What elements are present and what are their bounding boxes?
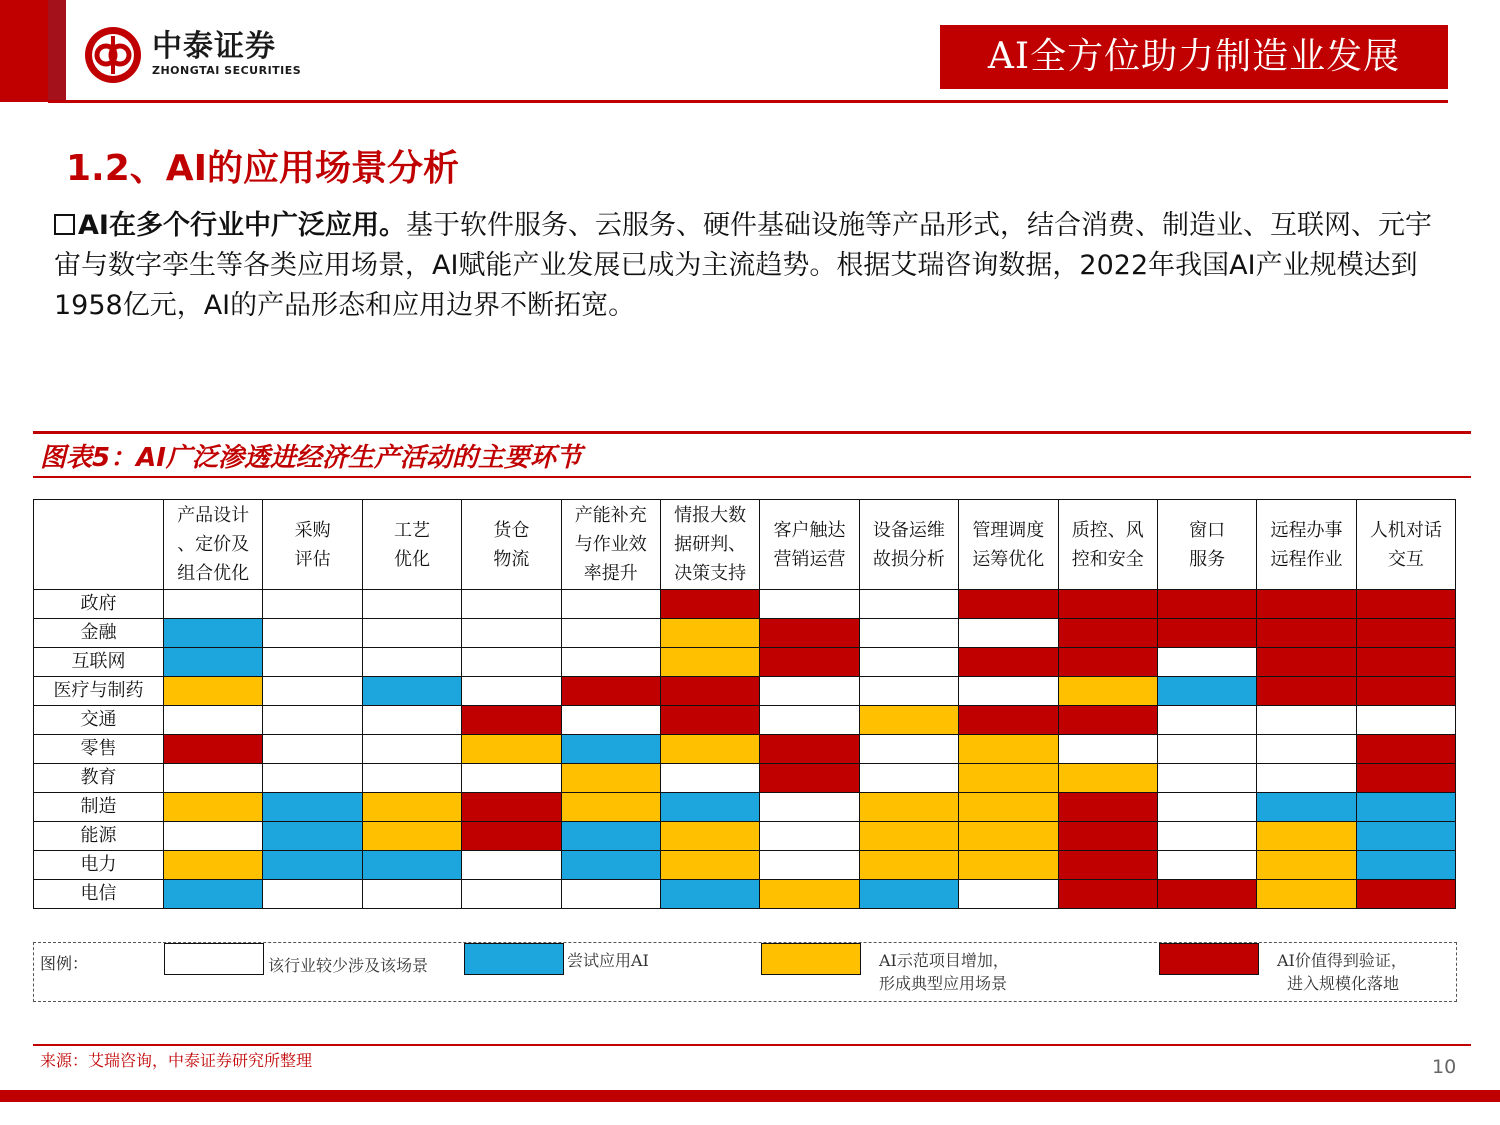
matrix-cell [362,764,461,793]
row-label: 互联网 [34,648,164,677]
matrix-cell [959,677,1058,706]
summary-paragraph [54,206,1444,326]
matrix-cell [859,619,958,648]
column-header-line: 货仓 [493,519,530,541]
row-label: 医疗与制药 [34,677,164,706]
matrix-cell [1257,793,1356,822]
matrix-cell [760,648,859,677]
matrix-cell [362,851,461,880]
matrix-cell [660,764,759,793]
matrix-cell [660,677,759,706]
matrix-cell [760,590,859,619]
matrix-cell [263,735,362,764]
matrix-cell [1356,764,1455,793]
matrix-cell [1058,793,1157,822]
matrix-cell [959,735,1058,764]
matrix-row [34,648,1456,677]
matrix-cell [1157,880,1256,909]
matrix-row [34,880,1456,909]
matrix-cell [959,851,1058,880]
matrix-cell [164,590,263,619]
matrix-cell [462,619,561,648]
row-label: 电力 [34,851,164,880]
matrix-cell [859,677,958,706]
matrix-cell [760,793,859,822]
header-accent-bar-dark [48,0,66,102]
matrix-cell [1257,590,1356,619]
row-label: 金融 [34,619,164,648]
column-header-line: 工艺 [393,519,430,541]
matrix-cell [561,648,660,677]
legend-swatch-rare [164,943,264,975]
footer-rule [33,1044,1471,1046]
matrix-cell [959,648,1058,677]
matrix-cell [263,648,362,677]
matrix-cell [263,706,362,735]
matrix-row [34,764,1456,793]
matrix-cell [1356,822,1455,851]
matrix-cell [561,590,660,619]
matrix-cell [561,764,660,793]
matrix-cell [1157,619,1256,648]
application-matrix [33,499,1456,909]
matrix-cell [1157,851,1256,880]
column-header-line: 评估 [294,548,331,570]
matrix-cell [164,793,263,822]
matrix-cell [760,677,859,706]
matrix-cell [164,880,263,909]
legend-swatch-scaled [1159,943,1259,975]
matrix-cell [1157,706,1256,735]
matrix-cell [561,677,660,706]
matrix-cell [362,880,461,909]
matrix-cell [462,590,561,619]
matrix-cell [859,880,958,909]
matrix-cell [362,822,461,851]
brand-name-en: ZHONGTAI SECURITIES [152,64,302,77]
matrix-cell [959,822,1058,851]
matrix-cell [462,677,561,706]
column-header-line: 情报大数 [674,505,747,526]
matrix-cell [1058,764,1157,793]
column-header [362,500,461,590]
matrix-cell [859,648,958,677]
header-accent-bar [0,0,48,102]
matrix-cell [1356,735,1455,764]
matrix-cell [263,619,362,648]
column-header-line: 故损分析 [872,548,945,570]
matrix-cell [660,735,759,764]
matrix-cell [462,851,561,880]
matrix-cell [1058,822,1157,851]
matrix-cell [760,735,859,764]
matrix-cell [1257,735,1356,764]
column-header [462,500,561,590]
matrix-row [34,851,1456,880]
matrix-cell [462,764,561,793]
matrix-cell [362,706,461,735]
column-header [561,500,660,590]
row-label: 制造 [34,793,164,822]
matrix-cell [1058,590,1157,619]
matrix-cell [1356,648,1455,677]
matrix-cell [362,619,461,648]
matrix-cell [561,735,660,764]
row-label: 政府 [34,590,164,619]
matrix-cell [959,706,1058,735]
matrix-header-row [34,500,1456,590]
matrix-cell [1058,677,1157,706]
matrix-cell [760,880,859,909]
column-header [1157,500,1256,590]
matrix-cell [263,822,362,851]
legend-swatch-demo [761,943,861,975]
matrix-cell [164,735,263,764]
matrix-row [34,793,1456,822]
column-header-line: 远程作业 [1270,548,1343,570]
matrix-cell [1356,793,1455,822]
legend [33,942,1457,1002]
matrix-cell [859,764,958,793]
slide-title: AI全方位助力制造业发展 [940,25,1448,89]
matrix-cell [760,851,859,880]
matrix-cell [462,735,561,764]
column-header-line: 管理调度 [972,519,1045,541]
matrix-cell [561,706,660,735]
column-header-line: 组合优化 [177,563,250,584]
legend-label-scaled-2: 进入规模化落地 [1287,974,1400,993]
bullet-square-icon [54,214,75,235]
matrix-cell [561,851,660,880]
matrix-row [34,822,1456,851]
row-label: 教育 [34,764,164,793]
matrix-cell [1257,764,1356,793]
column-header [660,500,759,590]
matrix-cell [959,764,1058,793]
column-header [1058,500,1157,590]
matrix-cell [1157,735,1256,764]
matrix-cell [362,590,461,619]
legend-label-trial: 尝试应用AI [567,951,649,970]
matrix-cell [263,677,362,706]
matrix-cell [959,619,1058,648]
matrix-cell [760,706,859,735]
matrix-cell [462,793,561,822]
row-label: 能源 [34,822,164,851]
matrix-cell [959,590,1058,619]
column-header [1257,500,1356,590]
matrix-cell [1157,793,1256,822]
matrix-cell [164,648,263,677]
matrix-cell [362,735,461,764]
matrix-cell [462,648,561,677]
matrix-cell [660,619,759,648]
figure-title-rule [33,476,1471,478]
matrix-cell [660,793,759,822]
column-header [859,500,958,590]
brand [152,30,301,78]
row-label: 零售 [34,735,164,764]
column-header-line: 优化 [393,548,430,570]
matrix-cell [462,822,561,851]
source-note: 来源：艾瑞咨询，中泰证券研究所整理 [40,1051,313,1070]
legend-label-scaled-1: AI价值得到验证， [1277,951,1407,970]
column-header-line: 控和安全 [1071,548,1144,570]
column-header-line: 营销运营 [773,548,846,570]
matrix-cell [362,648,461,677]
matrix-cell [1058,648,1157,677]
matrix-cell [1257,880,1356,909]
row-label: 电信 [34,880,164,909]
legend-label-demo-2: 形成典型应用场景 [879,974,1008,993]
figure-title: 图表5：AI广泛渗透进经济生产活动的主要环节 [40,443,582,473]
footer-bar [0,1090,1500,1102]
column-header-line: 远程办事 [1270,519,1343,541]
matrix-cell [660,880,759,909]
matrix-cell [1257,648,1356,677]
matrix-cell [263,590,362,619]
figure-top-rule [33,431,1471,434]
section-title: 1.2、AI的应用场景分析 [66,148,460,189]
matrix-cell [1257,851,1356,880]
matrix-cell [1356,880,1455,909]
column-header-line: 产能补充 [574,505,647,526]
matrix-cell [760,619,859,648]
row-label: 交通 [34,706,164,735]
column-header-line: 交互 [1387,548,1424,570]
legend-swatch-trial [464,943,564,975]
matrix-cell [859,590,958,619]
matrix-cell [164,677,263,706]
matrix-row [34,590,1456,619]
matrix-cell [660,822,759,851]
column-header [959,500,1058,590]
column-header [760,500,859,590]
column-header-line: 产品设计 [177,505,250,526]
page-number: 10 [1432,1056,1457,1078]
matrix-cell [164,851,263,880]
column-header-line: 据研判、 [674,534,747,555]
column-header-line: 运筹优化 [972,548,1045,570]
matrix-row [34,677,1456,706]
matrix-cell [1058,851,1157,880]
matrix-cell [561,619,660,648]
matrix-cell [1257,619,1356,648]
matrix-cell [859,735,958,764]
matrix-cell [859,822,958,851]
matrix-cell [1157,648,1256,677]
matrix-cell [1157,764,1256,793]
matrix-row [34,619,1456,648]
matrix-cell [462,880,561,909]
matrix-cell [1058,880,1157,909]
matrix-cell [561,793,660,822]
column-header-line: 率提升 [583,563,638,584]
matrix-cell [660,851,759,880]
column-header-line: 窗口 [1189,519,1226,541]
column-header-line: 与作业效 [574,534,647,555]
matrix-corner-cell [34,500,164,590]
legend-label-rare: 该行业较少涉及该场景 [268,956,429,975]
legend-label-demo-1: AI示范项目增加， [879,951,1009,970]
matrix-cell [1157,590,1256,619]
matrix-cell [263,793,362,822]
column-header [263,500,362,590]
matrix-row [34,735,1456,764]
column-header-line: 设备运维 [872,519,945,541]
matrix-cell [164,822,263,851]
matrix-cell [362,677,461,706]
column-header [164,500,263,590]
matrix-cell [1157,822,1256,851]
paragraph-text: 基于软件服务、云服务、硬件基础设施等产品形式，结合消费、制造业、互联网、元宇宙与数字孪生等各类应用场景，AI赋能产业发展已成为主流趋势。根据艾瑞咨询数据，2022年我国AI产业规模达到1958亿元，AI的产品形态和应用边界不断拓宽。 [54,210,1432,321]
matrix-cell [959,793,1058,822]
matrix-cell [660,590,759,619]
matrix-row [34,706,1456,735]
matrix-cell [263,764,362,793]
matrix-cell [561,880,660,909]
matrix-cell [1356,590,1455,619]
paragraph-lead: AI在多个行业中广泛应用。 [78,210,406,241]
matrix-cell [263,851,362,880]
zhongtai-logo-icon [84,26,142,84]
column-header-line: 、定价及 [177,534,250,555]
matrix-cell [362,793,461,822]
matrix-cell [1257,822,1356,851]
legend-title: 图例： [40,954,89,973]
matrix-cell [164,764,263,793]
column-header [1356,500,1455,590]
matrix-cell [1058,735,1157,764]
column-header-line: 物流 [493,548,530,570]
matrix-cell [1058,706,1157,735]
matrix-cell [1257,677,1356,706]
matrix-cell [1157,677,1256,706]
matrix-cell [1356,851,1455,880]
column-header-line: 客户触达 [773,519,846,541]
column-header-line: 人机对话 [1369,519,1442,541]
column-header-line: 决策支持 [674,563,747,584]
column-header-line: 服务 [1189,548,1226,570]
header-divider [48,100,1448,103]
column-header-line: 质控、风 [1071,519,1144,541]
matrix-cell [164,706,263,735]
matrix-cell [462,706,561,735]
matrix-cell [660,706,759,735]
matrix-cell [959,880,1058,909]
matrix-cell [1356,677,1455,706]
matrix-cell [1356,619,1455,648]
matrix-cell [1058,619,1157,648]
column-header-line: 采购 [294,519,331,541]
brand-name-cn: 中泰证券 [152,29,276,64]
matrix-cell [760,822,859,851]
matrix-cell [1257,706,1356,735]
matrix-cell [263,880,362,909]
matrix-cell [1356,706,1455,735]
matrix-cell [859,706,958,735]
matrix-cell [859,851,958,880]
matrix-cell [760,764,859,793]
matrix-cell [164,619,263,648]
matrix-cell [561,822,660,851]
matrix-cell [859,793,958,822]
matrix-cell [660,648,759,677]
